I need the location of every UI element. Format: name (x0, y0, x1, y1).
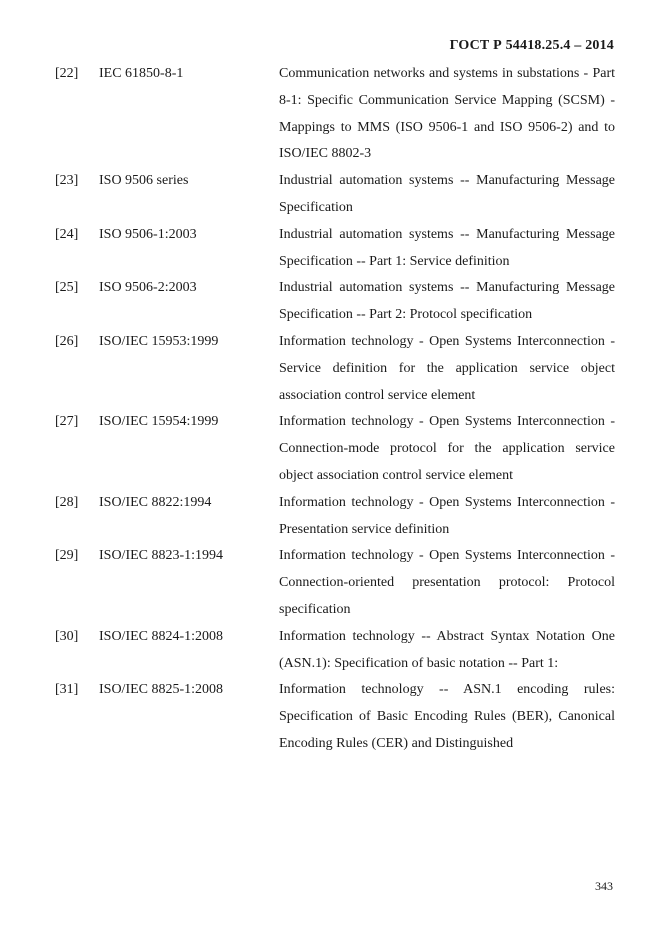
reference-number: [27] (55, 414, 79, 430)
reference-standard: ISO 9506 series (99, 173, 189, 189)
page-number: 343 (595, 879, 613, 893)
reference-standard: ISO/IEC 8823-1:1994 (99, 548, 224, 564)
reference-title: Communication networks and systems in substations - Part 8-1: Specific Communication Service Mapping (SCSM) - Mappings to MMS (ISO 9506-1 and ISO 9506-2) and to ISO/IEC 8802-3 (279, 66, 615, 162)
reference-standard: ISO/IEC 8822:1994 (99, 494, 212, 510)
reference-title: Information technology - Open Systems Interconnection - Connection-oriented presentation protocol: Protocol specification (279, 548, 615, 617)
reference-title: Information technology -- ASN.1 encoding rules: Specification of Basic Encoding Rules (BER), Canonical Encoding Rules (CER) and Distinguished (279, 682, 615, 751)
reference-standard: ISO/IEC 8825-1:2008 (99, 682, 224, 698)
reference-standard: ISO/IEC 8824-1:2008 (99, 628, 224, 644)
reference-entry (55, 275, 615, 329)
reference-title: Information technology - Open Systems Interconnection - Connection-mode protocol for the application service object association control service element (279, 414, 615, 483)
reference-title: Industrial automation systems -- Manufacturing Message Specification -- Part 2: Protocol specification (279, 280, 615, 323)
reference-standard: ISO/IEC 15954:1999 (99, 414, 219, 430)
reference-title: Information technology - Open Systems Interconnection - Service definition for the application service object association control service element (279, 333, 615, 403)
reference-entry (55, 490, 615, 544)
reference-entry (55, 168, 615, 222)
reference-entry (55, 543, 615, 623)
reference-number: [31] (55, 682, 79, 698)
reference-entry (55, 329, 615, 409)
reference-number: [28] (55, 494, 79, 510)
reference-number: [22] (55, 66, 79, 81)
reference-entry (55, 409, 615, 489)
reference-title: Industrial automation systems -- Manufacturing Message Specification (279, 173, 615, 215)
reference-entry (55, 61, 615, 168)
reference-number: [29] (55, 548, 79, 564)
reference-number: [24] (55, 226, 79, 242)
reference-number: [25] (55, 280, 79, 296)
reference-entry (55, 677, 615, 757)
reference-standard: ISO/IEC 15953:1999 (99, 333, 219, 349)
reference-number: [26] (55, 333, 79, 349)
reference-standard: IEC 61850-8-1 (99, 66, 184, 81)
reference-standard: ISO 9506-2:2003 (99, 280, 197, 296)
reference-number: [30] (55, 628, 79, 644)
reference-standard: ISO 9506-1:2003 (99, 226, 197, 242)
reference-entry (55, 624, 615, 678)
reference-title: Industrial automation systems -- Manufacturing Message Specification -- Part 1: Service definition (279, 226, 615, 269)
reference-title: Information technology - Open Systems Interconnection - Presentation service definition (279, 494, 615, 537)
bibliography-list (55, 61, 615, 758)
reference-entry (55, 222, 615, 276)
document-header-code: ГОСТ Р 54418.25.4 – 2014 (449, 38, 614, 53)
reference-title: Information technology -- Abstract Syntax Notation One (ASN.1): Specification of basic notation -- Part 1: (279, 628, 615, 671)
reference-number: [23] (55, 173, 79, 189)
